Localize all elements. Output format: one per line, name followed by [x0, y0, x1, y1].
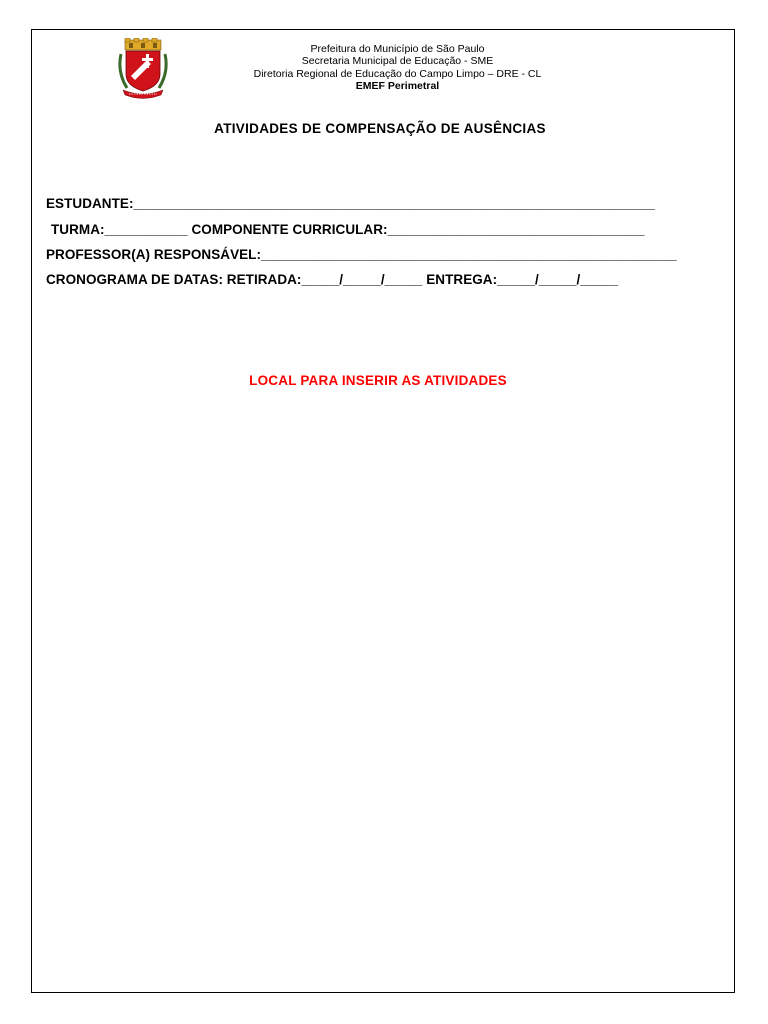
teacher-field-line: PROFESSOR(A) RESPONSÁVEL:_______________________________________________________ — [46, 247, 677, 262]
header-secretaria: Secretaria Municipal de Educação - SME — [301, 55, 494, 68]
class-subject-field-line: TURMA:___________ COMPONENTE CURRICULAR:__________________________________ — [51, 222, 645, 237]
institution-header — [200, 43, 595, 92]
student-field-line: ESTUDANTE:_____________________________________________________________________ — [46, 196, 656, 211]
page-border — [31, 29, 735, 993]
header-school-name: EMEF Perimetral — [355, 79, 440, 92]
activities-placeholder-note: LOCAL PARA INSERIR AS ATIVIDADES — [249, 373, 507, 388]
coat-of-arms-icon — [117, 38, 169, 100]
header-diretoria: Diretoria Regional de Educação do Campo Limpo – DRE - CL — [253, 67, 542, 80]
schedule-dates-field-line: CRONOGRAMA DE DATAS: RETIRADA:_____/_____/_____ ENTREGA:_____/_____/_____ — [46, 272, 619, 287]
document-title: ATIVIDADES DE COMPENSAÇÃO DE AUSÊNCIAS — [214, 121, 546, 136]
header-prefeitura: Prefeitura do Município de São Paulo — [310, 43, 485, 55]
